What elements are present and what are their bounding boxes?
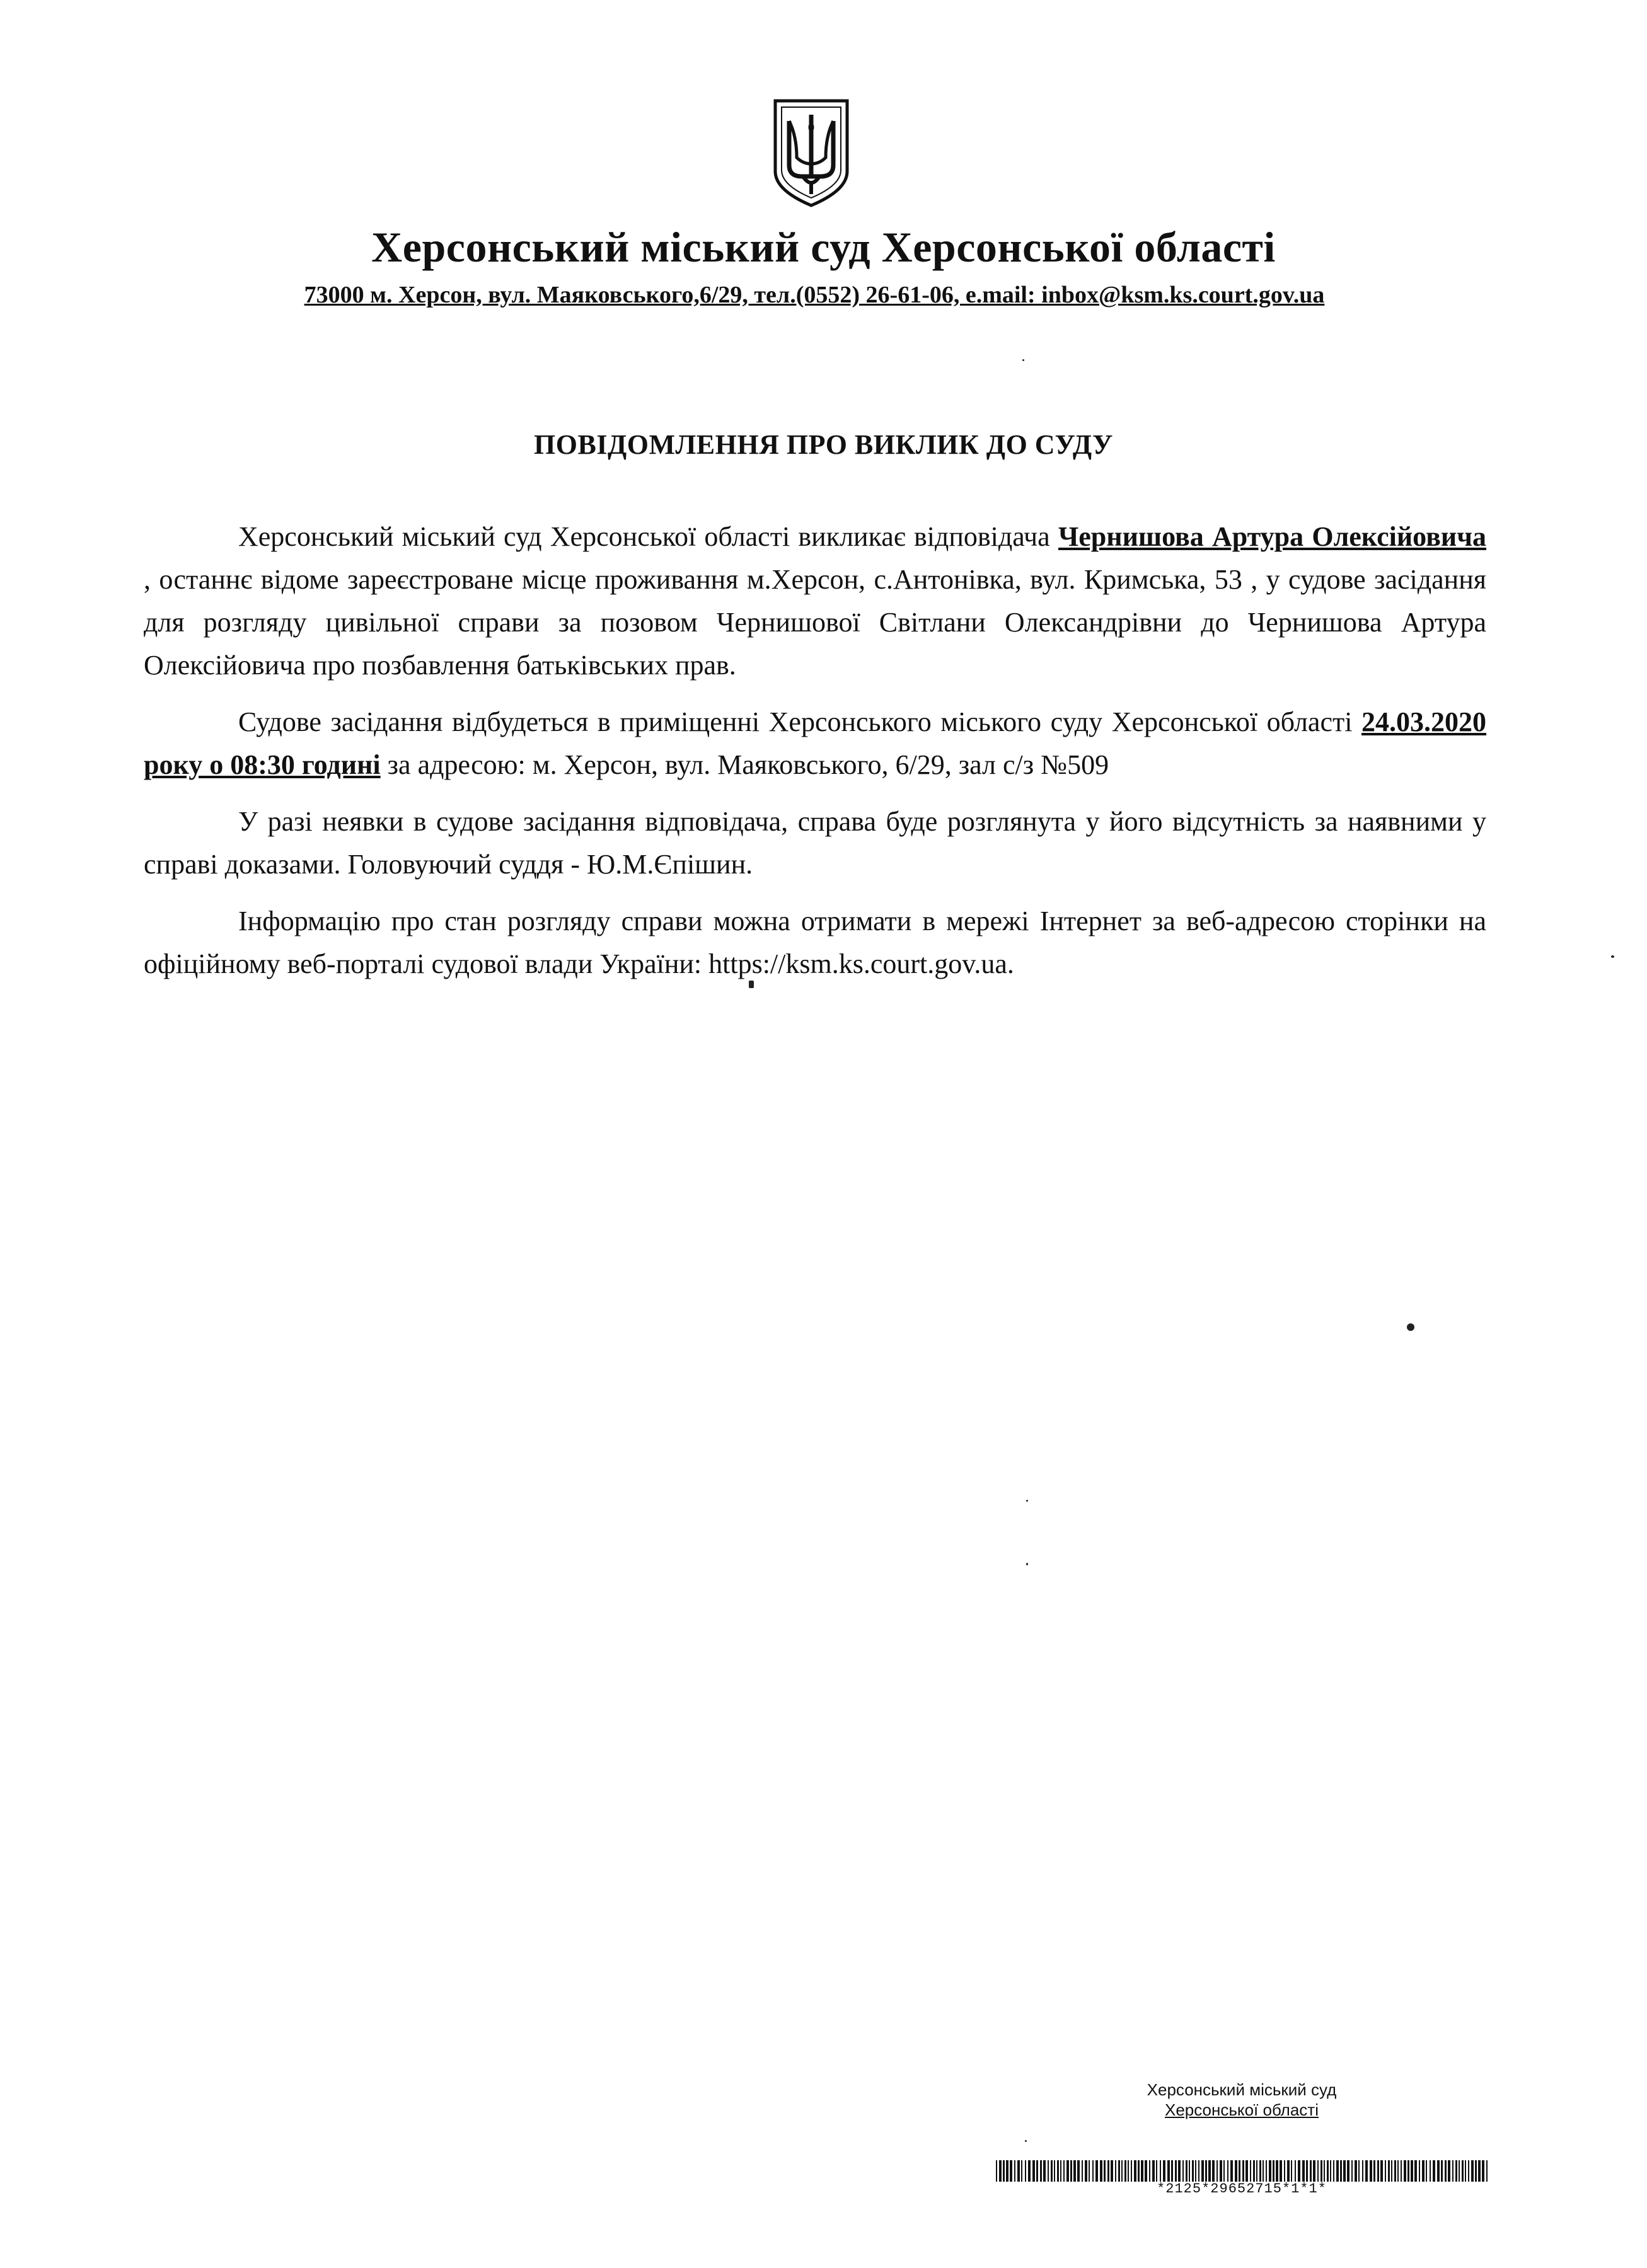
document-title: ПОВІДОМЛЕННЯ ПРО ВИКЛИК ДО СУДУ: [534, 429, 1113, 460]
paragraph-hearing-text: Судове засідання відбудеться в приміщенні Херсонського міського суду Херсонської області: [238, 706, 1361, 737]
scan-speck: [1611, 955, 1614, 958]
scan-speck: [1026, 1500, 1028, 1502]
document-body: [144, 515, 1486, 999]
paragraph-info: Інформацію про стан розгляду справи можна отримати в мережі Інтернет за веб-адресою сторінки на офіційному веб-порталі судової влади України: https://ksm.ks.court.gov.ua.: [144, 906, 1486, 979]
court-contact-line: 73000 м. Херсон, вул. Маяковського,6/29, тел.(0552) 26-61-06, e.mail: inbox@ksm.ks.court.gov.ua: [304, 282, 1325, 308]
hearing-datetime: 24.03.2020 року о 08:30 годині: [144, 706, 1486, 780]
paragraph-summons: [144, 515, 1486, 687]
scan-speck: [1025, 2140, 1027, 2142]
stamp-court-name: Херсонський міський суд: [1147, 2080, 1337, 2099]
barcode-icon: [996, 2160, 1488, 2182]
paragraph-hearing: [144, 701, 1486, 786]
paragraph-summons-text: Херсонський міський суд Херсонської області викликає відповідача: [238, 521, 1058, 552]
ukraine-trident-emblem-icon: [770, 96, 852, 209]
court-name-heading: Херсонський міський суд Херсонської області: [371, 223, 1276, 271]
paragraph-summons-text-2: , останнє відоме зареєстроване місце проживання м.Херсон, с.Антонівка, вул. Кримська, 53 , у судове засідання для розгляду цивільної справи за позовом Чернишової Світлани Олександрівни до Чернишова Артура Олексійовича про позбавлення батьківських прав.: [144, 564, 1486, 681]
stamp-region: Херсонської області: [1165, 2100, 1319, 2119]
court-stamp: [996, 2080, 1488, 2120]
scan-speck: [1026, 1563, 1028, 1565]
scan-speck: [1022, 359, 1024, 361]
paragraph-absence: У разі неявки в судове засідання відповідача, справа буде розглянута у його відсутність за наявними у справі доказами. Головуючий суддя - Ю.М.Єпішин.: [144, 806, 1486, 880]
barcode-number: *2125*29652715*1*1*: [1157, 2181, 1327, 2197]
paragraph-hearing-text-2: за адресою: м. Херсон, вул. Маяковського, 6/29, зал с/з №509: [380, 749, 1109, 780]
scan-speck: [749, 981, 754, 988]
scan-speck: [1407, 1323, 1414, 1331]
defendant-name: Чернишова Артура Олексійовича: [1058, 521, 1487, 552]
